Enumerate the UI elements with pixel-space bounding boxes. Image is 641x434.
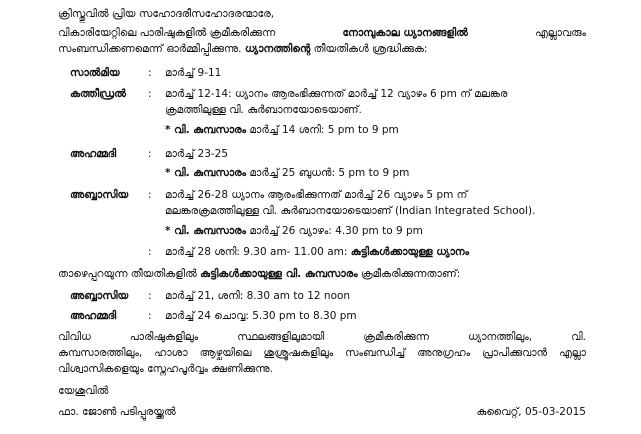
kids-retreat-line [165,246,469,259]
confession-label: * വി. കുമ്പസാരം [165,167,247,179]
intro-text: എല്ലാവരും [535,27,586,39]
children-text: താഴെപ്പറയുന്ന തീയതികളിൽ [58,268,197,280]
colon: : [148,189,152,201]
sign-name: ഫാ. ജോൺ പടിപ്പുരയ്ക്കൽ [58,406,176,418]
place-date: കുവൈറ്റ്, 05-03-2015 [476,406,586,418]
schedule-detail: മാർച്ച് 26-28 ധ്യാനം ആരംഭിക്കുന്നത് മാർച്ച് 26 വ്യാഴം 5 pm ന് [165,189,468,201]
confession-detail: മാർച്ച് 14 ശനി: 5 pm to 9 pm [249,124,399,136]
children-detail: മാർച്ച് 24 ചൊവ്വ: 5.30 pm to 8.30 pm [165,310,357,322]
confession-line [165,124,399,137]
confession-label: * വി. കുമ്പസാരം [165,225,247,237]
confession-detail: മാർച്ച് 25 ബുധൻ: 5 pm to 9 pm [249,167,410,179]
confession-line [165,225,423,238]
intro-text: വികാരിയേറ്റിലെ പാരിഷുകളിൽ ക്രമീകരിക്കുന്ന [58,27,276,39]
children-detail: മാർച്ച് 21, ശനി: 8.30 am to 12 noon [165,290,351,302]
intro-emphasis: ധ്യാനത്തിന്റെ [244,43,311,55]
kids-retreat-time: മാർച്ച് 28 ശനി: 9.30 am- 11.00 am: [165,246,348,258]
schedule-detail: മാർച്ച് 9-11 [165,67,222,79]
confession-label: * വി. കുമ്പസാരം [165,124,247,136]
place-label: അബ്ബാസിയ [70,189,129,201]
confession-line [165,167,409,180]
place-label: അഹമ്മദി [70,148,117,160]
place-label: അബ്ബാസിയ [70,290,129,302]
schedule-detail: മാർച്ച് 12-14: ധ്യാനം ആരംഭിക്കുന്നത് മാർച്ച് 12 വ്യാഴം 6 pm ന് മലങ്കര [165,88,508,100]
intro-line-1 [58,27,586,40]
colon: : [148,310,152,322]
intro-text: സംബന്ധിക്കണമെന്ന് ഓർമ്മിപ്പിക്കുന്നു. [58,43,242,55]
children-text: ക്രമീകരിക്കുന്നതാണ്: [360,268,461,280]
closing-line: കുമ്പസാരത്തിലും, ഹാശാ ആഴ്ചയിലെ ശുശ്രൂഷകളിലും സംബന്ധിച്ച് അനുഗ്രഹം പ്രാപിക്കുവാൻ എല്ലാ [58,347,586,359]
colon: : [148,67,152,79]
intro-emphasis: നോമ്പുകാല ധ്യാനങ്ങളിൽ [342,27,468,39]
children-emphasis: കുട്ടികൾക്കായുള്ള വി. കുമ്പസാരം [200,268,358,280]
greeting: ക്രിസ്തുവിൽ പ്രിയ സഹോദരീസഹോദരന്മാരേ, [58,8,275,20]
confession-detail: മാർച്ച് 26 വ്യാഴം: 4.30 pm to 9 pm [249,225,423,237]
schedule-detail: മാർച്ച് 23-25 [165,148,229,160]
closing-line: വിശ്വാസികളെയും സ്നേഹപൂർവ്വം ക്ഷണിക്കുന്നു. [58,363,273,375]
schedule-detail: മലങ്കരക്രമത്തിലുള്ള വി. കുർബാനയോടെയാണ് (Indian Integrated School). [165,205,536,217]
colon: : [148,148,152,160]
schedule-detail: ക്രമത്തിലുള്ള വി. കുർബാനയോടെയാണ്. [165,104,362,116]
kids-retreat-label: കുട്ടികൾക്കായുള്ള ധ്യാനം [350,246,470,258]
intro-text: തീയതികൾ ശ്രദ്ധിക്കുക: [313,43,428,55]
colon: : [148,246,152,258]
place-label: അഹമ്മദി [70,310,117,322]
closing-line: വിവിധ പാരിഷുകളിലും സ്ഥലങ്ങളിലുമായി ക്രമീകരിക്കുന്ന ധ്യാനത്തിലും, വി. [58,331,586,343]
place-label: സാൽമിയ [70,67,120,79]
colon: : [148,88,152,100]
intro-line-2 [58,43,427,56]
colon: : [148,290,152,302]
children-intro [58,268,460,281]
place-label: കത്തീഡ്രൽ [70,88,126,100]
sign-in-christ: യേശുവിൽ [58,385,109,397]
